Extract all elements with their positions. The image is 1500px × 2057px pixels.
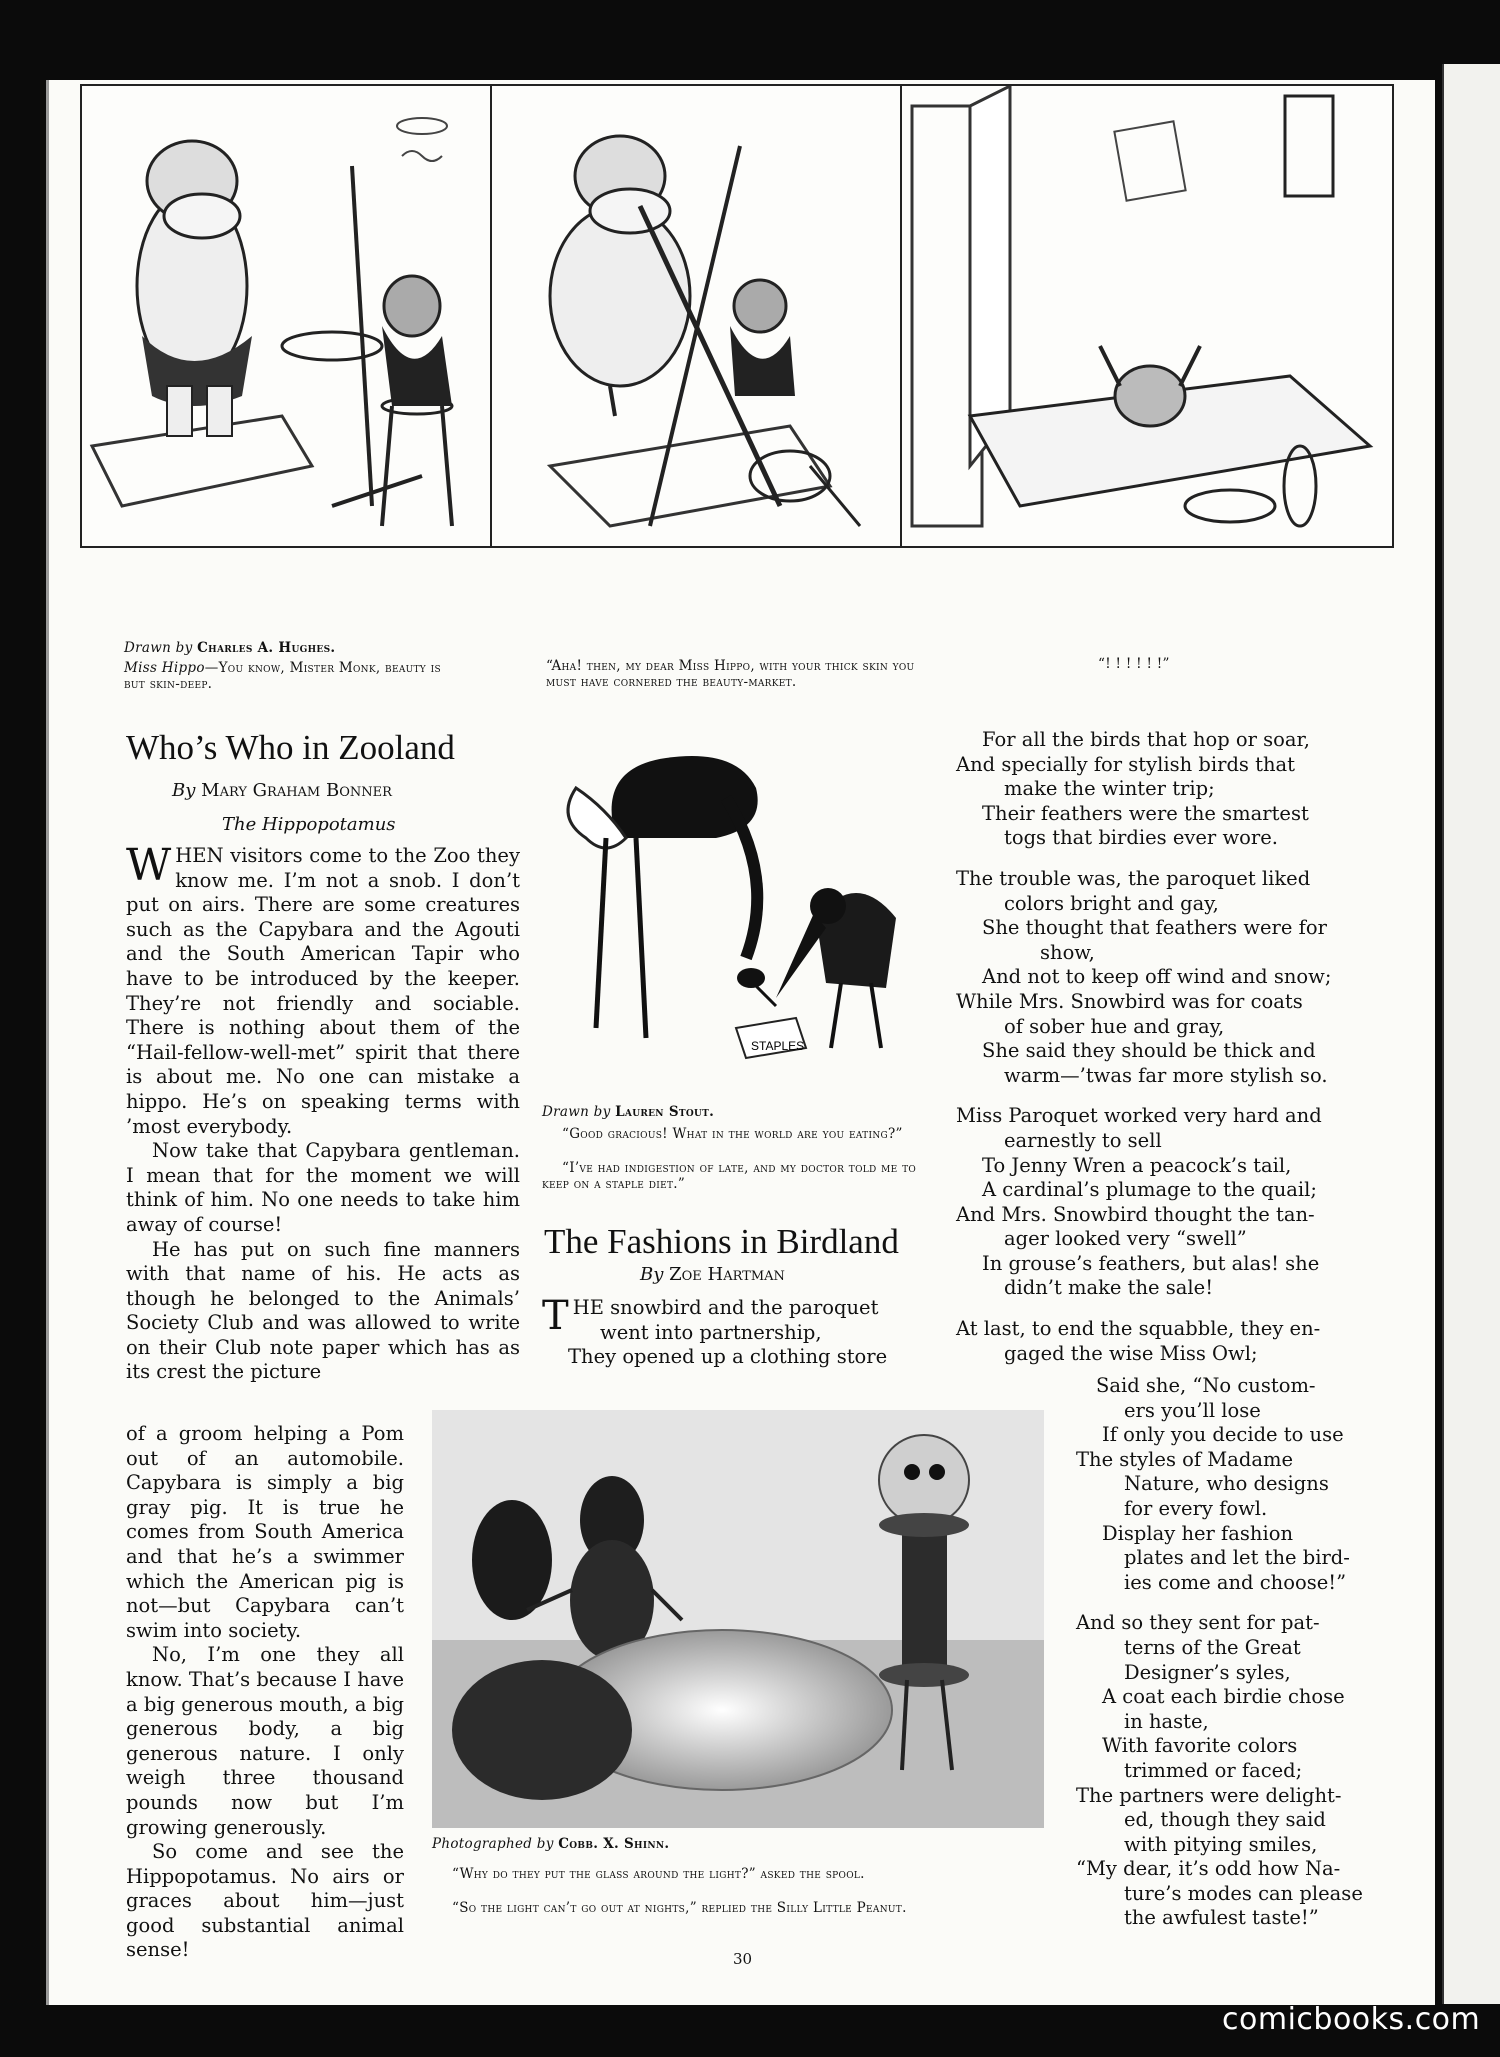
verse-line: If only you decide to use	[1102, 1423, 1344, 1447]
verse-line: Designer’s syles,	[1124, 1660, 1291, 1684]
verse-line: colors bright and gay,	[1004, 891, 1219, 915]
verse-line: ture’s modes can please	[1124, 1881, 1363, 1905]
verse-line: of sober hue and gray,	[1004, 1014, 1225, 1038]
verse-line: And specially for stylish birds that	[956, 752, 1295, 776]
comic-panel-2	[490, 86, 902, 546]
hippo-posing-illustration	[82, 86, 490, 546]
monk-under-canvas-illustration	[900, 86, 1392, 546]
zooland-paragraph-3b: of a groom helping a Pom out of an automobile. Capybara is simply a big gray pig. It is true he comes from South America and that he’s a swimmer which the American pig is not—but Capybara can’t swim into society.	[126, 1422, 404, 1642]
verse-line: And so they sent for pat-	[1076, 1611, 1320, 1635]
watermark: comicbooks.com	[1222, 2002, 1481, 2037]
comic-caption-2: “Aha! then, my dear Miss Hippo, with your thick skin you must have cornered the beauty-market.	[546, 658, 915, 690]
comic-caption-3: “! ! ! ! ! !”	[1098, 656, 1170, 672]
stanza-3	[956, 1104, 1331, 1301]
birdland-verse-narrow	[1076, 1374, 1363, 1931]
verse-line: Nature, who designs	[1124, 1472, 1329, 1496]
photo-credit-name: Cobb. X. Shinn.	[558, 1836, 670, 1852]
zooland-byline-name: Mary Graham Bonner	[201, 780, 392, 801]
stanza-4	[956, 1317, 1331, 1366]
birdland-intro-line-1: THE snowbird and the paroquet	[542, 1293, 879, 1339]
stanza-6	[1076, 1611, 1363, 1931]
verse-line: The partners were delight-	[1076, 1783, 1342, 1807]
stanza-5	[1076, 1374, 1354, 1595]
staples-box-label: STAPLES	[751, 1039, 805, 1053]
verse-line: show,	[1040, 940, 1095, 964]
verse-line: ager looked very “swell”	[1004, 1227, 1247, 1251]
verse-line: make the winter trip;	[1004, 777, 1215, 801]
zooland-dropcap: W	[126, 840, 172, 891]
photo-credit	[432, 1836, 1044, 1852]
verse-line: A coat each birdie chose	[1102, 1685, 1345, 1709]
birdland-dropcap: T	[542, 1293, 569, 1339]
zooland-paragraph-5: So come and see the Hippopotamus. No airs or graces about him—just good substantial animal sense!	[126, 1840, 404, 1962]
bird-credit-name: Lauren Stout.	[615, 1104, 715, 1120]
stanza-1	[956, 728, 1331, 851]
verse-line: The styles of Madame	[1076, 1447, 1294, 1471]
verse-line: She said they should be thick and	[982, 1039, 1316, 1063]
comic-caption-1-speaker: Miss Hippo	[124, 660, 205, 676]
verse-line: trimmed or faced;	[1124, 1758, 1303, 1782]
verse-line: warm—’twas far more stylish so.	[1004, 1063, 1328, 1087]
verse-line: terns of the Great	[1124, 1635, 1301, 1659]
verse-line: For all the birds that hop or soar,	[982, 728, 1310, 751]
photo-credit-prefix: Photographed by	[432, 1836, 554, 1852]
zooland-paragraph-3a: He has put on such fine manners with that name of his. He acts as though he belonged to the Animals’ Society Club and was allowed to write on their Club note paper which has as its crest the picture	[126, 1237, 520, 1384]
comic-strip	[80, 84, 1394, 548]
verse-line: with pitying smiles,	[1124, 1832, 1318, 1856]
verse-line: earnestly to sell	[1004, 1128, 1162, 1152]
verse-line: for every fowl.	[1124, 1496, 1268, 1520]
page-number: 30	[733, 1950, 753, 1968]
zooland-byline	[172, 780, 392, 801]
comic-panel-1	[82, 86, 492, 546]
zooland-paragraph-1: WHEN visitors come to the Zoo they know me. I’m not a snob. I don’t put on airs. There are some creatures such as the Capybara and the Agouti and the South American Tapir who have to be introduced by the keeper. They’re not friendly and sociable. There is nothing about them of the “Hail-fellow-well-met” spirit that there is about me. No one can mistake a hippo. He’s on speaking terms with ’most everybody.	[126, 840, 520, 1138]
stanza-2	[956, 867, 1331, 1088]
photo-image	[432, 1410, 1044, 1828]
zooland-byline-prefix: By	[172, 780, 196, 801]
bird-credit-prefix: Drawn by	[542, 1104, 611, 1120]
comic-caption-1	[124, 660, 454, 692]
comic-credit-prefix: Drawn by	[124, 640, 193, 656]
comic-credit	[124, 640, 454, 656]
zooland-column-bottom	[126, 1422, 404, 1963]
verse-line: And Mrs. Snowbird thought the tan-	[956, 1202, 1315, 1226]
zooland-subtitle: The Hippopotamus	[222, 814, 396, 835]
verse-line: Display her fashion	[1102, 1521, 1294, 1545]
flamingo-and-crow-illustration	[536, 728, 936, 1098]
adjacent-page-edge	[1442, 64, 1500, 2004]
verse-line: the awfulest taste!”	[1124, 1906, 1319, 1930]
verse-line: ers you’ll lose	[1124, 1398, 1261, 1422]
verse-line: With favorite colors	[1102, 1734, 1298, 1758]
birdland-byline-prefix: By	[640, 1264, 664, 1285]
verse-line: Miss Paroquet worked very hard and	[956, 1104, 1322, 1128]
spool-and-peanut-photo	[432, 1410, 1044, 1828]
zooland-column-top	[126, 840, 520, 1385]
verse-line: While Mrs. Snowbird was for coats	[956, 989, 1303, 1013]
bird-caption-2: “I’ve had indigestion of late, and my doctor told me to keep on a staple diet.”	[542, 1160, 917, 1192]
verse-line: In grouse’s feathers, but alas! she	[982, 1251, 1320, 1275]
verse-line: togs that birdies ever wore.	[1004, 826, 1278, 850]
zooland-paragraph-4: No, I’m one they all know. That’s because I have a big generous mouth, a big generous body, a big generous nature. I only weigh three thousand pounds now but I’m growing generously.	[126, 1643, 404, 1839]
birdland-byline	[640, 1264, 785, 1285]
birdland-title: The Fashions in Birdland	[544, 1222, 899, 1261]
verse-line: in haste,	[1124, 1709, 1209, 1733]
verse-line: She thought that feathers were for	[982, 916, 1327, 940]
photo-caption-2: “So the light can’t go out at nights,” replied the Silly Little Peanut.	[452, 1900, 907, 1916]
comic-panel-3	[900, 86, 1392, 546]
comic-credit-name: Charles A. Hughes.	[197, 640, 336, 656]
verse-line: ed, though they said	[1124, 1808, 1326, 1832]
birdland-intro-line-2: went into partnership,	[600, 1320, 822, 1344]
verse-line: The trouble was, the paroquet liked	[956, 866, 1311, 890]
verse-line: Said she, “No custom-	[1096, 1374, 1316, 1397]
hippo-falling-illustration	[490, 86, 900, 546]
birdland-verse-right	[956, 728, 1331, 1366]
birdland-intro-line-3: They opened up a clothing store	[568, 1345, 888, 1369]
photo-caption-1: “Why do they put the glass around the light?” asked the spool.	[452, 1866, 865, 1882]
comic-caption-1-text: —You know, Mister Monk, beauty is but skin-deep.	[124, 660, 441, 692]
verse-line: “My dear, it’s odd how Na-	[1076, 1857, 1341, 1881]
bird-cartoon-credit	[542, 1104, 942, 1120]
verse-line: A cardinal’s plumage to the quail;	[982, 1178, 1317, 1202]
verse-line: plates and let the bird-	[1124, 1546, 1350, 1570]
verse-line: gaged the wise Miss Owl;	[1004, 1341, 1258, 1365]
verse-line: didn’t make the sale!	[1004, 1276, 1214, 1300]
verse-line: Their feathers were the smartest	[982, 801, 1309, 825]
birdland-intro	[542, 1293, 888, 1370]
zooland-title: Who’s Who in Zooland	[126, 728, 455, 767]
verse-line: And not to keep off wind and snow;	[982, 965, 1332, 989]
zooland-paragraph-2: Now take that Capybara gentleman. I mean that for the moment we will think of him. No one needs to take him away of course!	[126, 1139, 520, 1236]
verse-line: ies come and choose!”	[1124, 1570, 1347, 1594]
verse-line: At last, to end the squabble, they en-	[956, 1317, 1321, 1341]
birdland-byline-name: Zoe Hartman	[669, 1264, 785, 1285]
verse-line: To Jenny Wren a peacock’s tail,	[982, 1153, 1292, 1177]
bird-caption-1: “Good gracious! What in the world are you eating?”	[562, 1126, 903, 1142]
